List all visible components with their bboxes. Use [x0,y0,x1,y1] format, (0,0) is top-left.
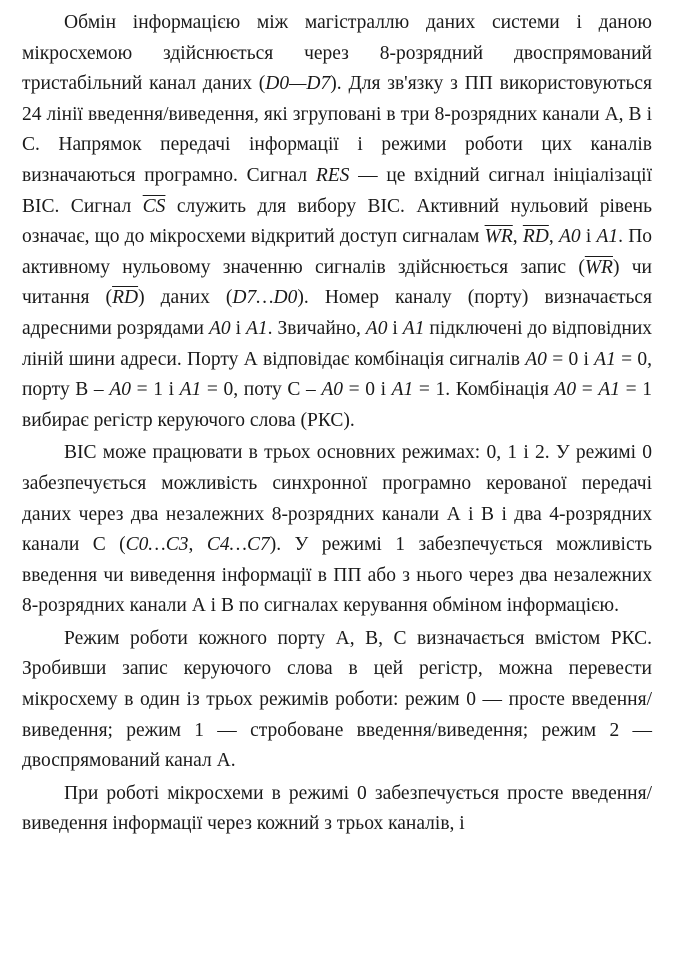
text-run: ). Номер каналу (порту) визначається адресними розрядами [22,287,652,339]
paragraph-3 [22,624,652,777]
text-run: служить для вибору ВІС. Активний нульовий рівень означає, що до мікросхеми відкритий доступ сигналам [22,195,652,248]
italic-symbol: RES [315,164,350,186]
text-run: ) даних ( [138,287,233,309]
italic-symbol: A1 [245,317,268,339]
text-run: = 0, порту В – [22,348,653,401]
italic-symbol: A0 [554,379,577,401]
inverted-signal: $\overline{WR}$ [584,256,613,278]
italic-symbol: A0 [365,317,388,339]
text-run: і [387,317,403,339]
inverted-signal: $\overline{RD}$ [522,226,549,248]
italic-symbol: D7…D0 [232,287,298,309]
inverted-signal: $\overline{WR}$ [484,226,513,248]
italic-symbol: A0 [208,317,231,339]
italic-symbol: A1 [598,379,620,401]
italic-symbol: A1 [596,226,619,248]
text-run: підключені до відповідних ліній шини адреси. Порту А відповідає комбінація сигналів [22,317,652,370]
italic-symbol: A1 [402,317,425,339]
text-run: , [188,534,207,556]
italic-symbol: C4…C7 [206,534,270,556]
text-run: і [230,317,246,339]
text-run: ). У режимі 1 забезпечується можливість введення чи виведення інформації в ПП або з нього через два незалежних 8-розрядних канали А і В по сигналах керування обміном інформацією. [22,534,653,617]
text-run: = 1. Комбінація [413,379,555,401]
text-run: = 0, поту С – [201,379,322,401]
inverted-signal: $\overline{RD}$ [112,287,139,309]
text-run: ВІС може працювати в трьох основних режимах: 0, 1 і 2. У режимі 0 забезпечується можливість синхронної програмно керованої передачі даних через два незалежних 8-розрядних канали А і В і два 4-розрядних канали С ( [22,442,652,556]
text-run: ) чи читання ( [22,256,652,309]
italic-symbol: D0—D7 [265,73,331,95]
text-run: і [580,226,597,248]
text-run: . Звичайно, [267,317,366,339]
text-run: , [512,226,523,248]
italic-symbol: A1 [179,379,202,401]
text-run: = 1 вибирає регістр керуючого слова (РКС). [22,379,652,431]
text-run: ). Для зв'язку з ПП використовуються 24 лінії введення/виведення, які згруповані в три 8-розрядних канали А, В і С. Напрямок передачі інформації і режими роботи цих каналів визначаються програмно. Сигнал [22,73,652,186]
paragraph-1 [22,8,652,436]
text-run: = 0 і [546,348,595,370]
text-run: , [548,226,559,248]
italic-symbol: A0 [558,226,581,248]
italic-symbol: A0 [109,379,131,401]
text-run: = 1 і [130,379,180,401]
paragraph-4 [22,779,652,840]
text-run: — це вхідний сигнал ініціалізації ВІС. Сигнал [22,164,652,217]
italic-symbol: A1 [391,379,414,401]
text-run: = 0 і [343,379,392,401]
paragraph-2 [22,438,652,622]
italic-symbol: A0 [525,348,547,370]
italic-symbol: C0…C3 [125,534,189,556]
text-run: . По активному нульовому значенню сигналів здійснюється запис ( [22,226,653,278]
text-run: Обмін інформацією між магістраллю даних системи і даною мікросхемою здійснюється через 8-розрядний двоспрямований тристабільний канал даних ( [22,12,652,95]
text-run: Режим роботи кожного порту А, В, С визначається вмістом РКС. Зробивши запис керуючого слова в цей регістр, можна перевести мікросхему в один із трьох режимів роботи: режим 0 — просте введення/виведення; режим 1 — стробоване введення/виведення; режим 2 — двоспрямований канал А. [22,627,652,772]
text-run: При роботі мікросхеми в режимі 0 забезпечується просте введення/виведення інформації через кожний з трьох каналів, і [22,782,652,835]
italic-symbol: A1 [594,348,616,370]
text-run: = [576,379,599,401]
italic-symbol: A0 [321,379,343,401]
inverted-signal: $\overline{CS}$ [142,195,166,217]
